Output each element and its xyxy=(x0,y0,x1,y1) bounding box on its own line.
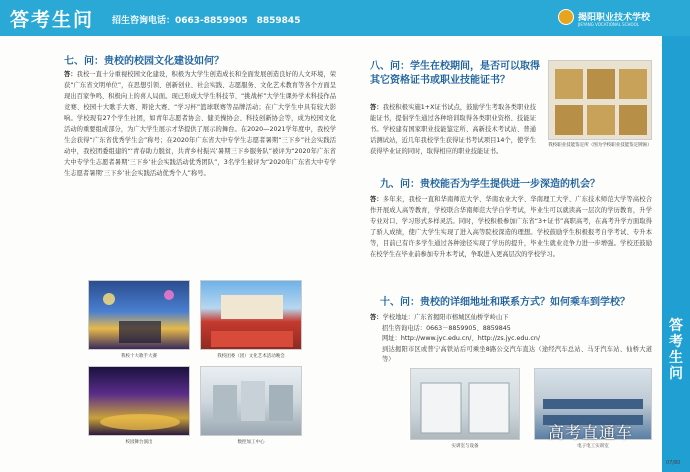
q7-title: 七、问：贵校的校园文化建设如何？ xyxy=(64,56,224,67)
q10-phone: 招生咨询电话：0663－8859905、8859845 xyxy=(382,324,511,332)
q9-title: 九、问：贵校能否为学生提供进一步深造的机会？ xyxy=(380,179,600,190)
photo-certificate-plaques xyxy=(548,60,652,140)
q10-answer-prefix: 答： xyxy=(370,314,383,321)
photo-training-room xyxy=(410,368,520,440)
page-title: 答考生问 xyxy=(10,9,95,31)
stage-lights-icon xyxy=(89,281,190,350)
q10-transport: 到达揭阳市区或普宁高铁站后可乘坐8路公交汽车直达（途经汽车总站、马牙汽车站、仙桥大道等） xyxy=(382,345,652,363)
q10-title: 十、问：贵校的详细地址和联系方式？如何乘车到学校？ xyxy=(380,297,630,308)
plaque-icon xyxy=(549,61,652,140)
q9-answer-text: 多年来，我校一直和华南师范大学、华南农业大学、华南理工大学、广东技术师范大学等高校合作开展成人高等教育，学校联合华南师范大学自学考试，毕业生可以就读高一层次的学历教育，升学专业对口、学习形式多样灵活。同时，学校积极参加广东省“3+证书”高职高考，在高考升学方面取得了骄人成绩，使广大学生实现了进入高等院校深造的理想。学校鼓励学生积极报考自学考试、专升本等，目前已有许多学生通过各种途径实现了学历的提升，毕业生就业竞争力进一步增强。学校还鼓励在校学生在毕业前参加专升本考试，争取进入更高层次的学校学习。 xyxy=(370,196,652,258)
photo-caption: 实训室与设备 xyxy=(451,444,479,449)
photo-caption: 数控加工中心 xyxy=(237,440,265,445)
q8-answer-text: 我校积极实施1+X证书试点，鼓励学生考取各类职业技能证书，提倡学生通过各种培训取得各类职业资格、技能证书。学校建有国家职业技能鉴定所、高新技术考试站、普通话测试站，近几年我校学生获得证书考试项目14个，使学生获得毕业证的同时，取得相应的职业技能证书。 xyxy=(370,104,536,155)
q10-website: 网址：http://www.jyc.edu.cn/、http://zs.jyc.edu.cn/ xyxy=(382,335,540,342)
school-logo-icon xyxy=(558,9,574,25)
side-label: 答考生问 xyxy=(669,318,683,382)
photo-caption: 电子电工实训室 xyxy=(577,444,609,449)
q7-answer-prefix: 答： xyxy=(64,71,77,78)
side-strip xyxy=(662,36,690,472)
photo-singer-contest xyxy=(88,280,190,350)
photo-culture-event xyxy=(200,280,302,350)
photo-caption: 校园舞台演出 xyxy=(125,440,153,445)
building-icon xyxy=(201,281,302,350)
photo-caption: 我校十大歌手大赛 xyxy=(121,354,157,359)
q10-answer xyxy=(370,313,652,366)
school-name: 揭阳职业技术学校 xyxy=(578,13,651,23)
photo-caption: 我校团委（团）文化艺术活动晚会 xyxy=(217,354,285,359)
q8-answer xyxy=(370,102,536,190)
watermark-text: 高考直通车 xyxy=(548,423,634,442)
q8-title: 八、问：学生在校期间，是否可以取得其它资格证书或职业技能证书？ xyxy=(370,61,540,86)
stage-icon xyxy=(89,367,190,436)
q7-answer xyxy=(64,69,336,265)
q7-answer-text: 我校一直十分重视校园文化建设，积极为大学生创造成长和全面发展创造良好的人文环境，荣获“广东省文明单位”，在思想引领、创新创业、社会实践、志愿服务、文化艺术教育等各个方面呈现出百家争鸣、积极向上的喜人局面。现已形成大学生科技节、“挑战杯”大学生课外学术科技作品竞赛、校园十大歌手大赛、辩论大赛、“学习杯”篮球联赛等品牌活动；在广大学生中具有较大影响。学校现有27个学生社团，如青年志愿者协会、健美操协会、科技创新协会等，成为校园文化活动的重要组成部分，为广大学生展示才华提供了展示的舞台。在2020—2021学年度中，我校学生会获得“广东省优秀学生会”称号；在2020年广东省大中专学生志愿者暑期“三下乡”社会实践活动中，我校团委组建的“‘青春助力脱贫，共青乡村振兴’暑期三下乡服务队”被评为“2020年广东省大中专学生志愿者暑期‘三下乡’社会实践活动优秀团队”，3名学生被评为“2020年广东省大中专学生志愿者暑期‘三下乡’社会实践活动优秀个人”称号。 xyxy=(64,71,336,177)
q8-answer-prefix: 答： xyxy=(370,104,383,111)
equipment-icon xyxy=(411,369,520,440)
photo-stage-show xyxy=(88,366,190,436)
q9-answer-prefix: 答： xyxy=(370,196,383,203)
school-name-en: JIEYANG VOCATIONAL SCHOOL xyxy=(578,22,640,27)
photo-cnc-center xyxy=(200,366,302,436)
q10-address-line xyxy=(370,313,652,324)
q9-answer xyxy=(370,194,652,292)
hotline-text: 招生咨询电话：0663-8859905 8859845 xyxy=(112,16,301,26)
photo-caption: 我校职业技能鉴定所（图为学校职业技能鉴定牌匾） xyxy=(548,143,652,148)
page-number: 07/80 xyxy=(666,460,681,466)
machine-icon xyxy=(201,367,302,436)
q10-address: 学校地址：广东省揭阳市榕城区仙桥学岭山下 xyxy=(382,314,509,321)
